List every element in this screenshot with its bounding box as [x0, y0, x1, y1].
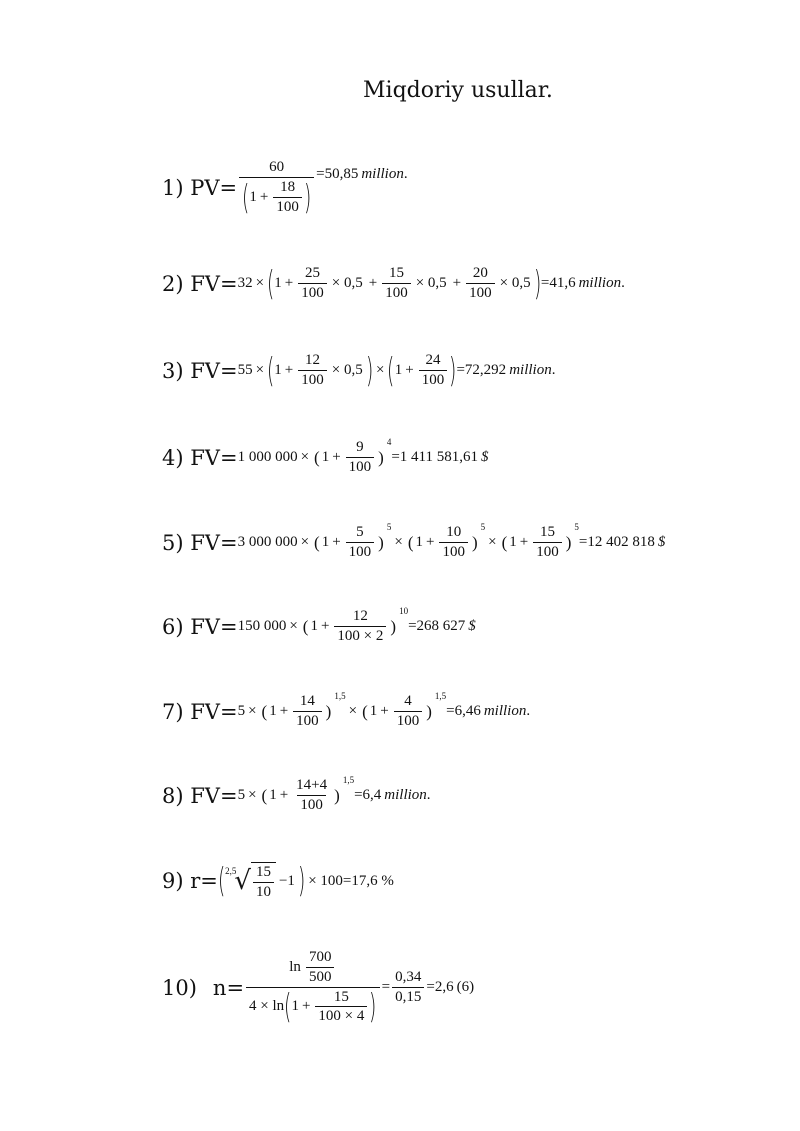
equation-5: 5) FV= 3 000 000 × ( 1 + $\frac{5}{100}$ ) 5 × ( 1 + $\frac{10}{100}$ ) 5 × ( 1 + $\frac{15}{100}$ ) 5 =12 402 818 $ — [162, 521, 666, 560]
equation-8: 8) FV= 5 × ( 1 + $\frac{14+4}{100}$ ) 1,5 =6,4 million . — [162, 774, 431, 813]
equation-9: 9) r= ( 2,5 √ $\frac{15}{10}$ −1 ) × 100=17,6 % — [162, 861, 394, 902]
root-symbol: 2,5 √ $\frac{15}{10}$ — [225, 862, 276, 901]
equation-4: 4) FV= 1 000 000 × ( 1 + $\frac{9}{100}$ ) 4 =1 411 581,61 $ — [162, 436, 489, 475]
equation-6: 6) FV= 150 000 × ( 1 + $\frac{12}{100 \times 2}$ ) 10 =268 627 $ — [162, 605, 476, 644]
equation-1: 1) PV= 60 ( 1 + $\frac{18}{100}$ ) =50,85 million . — [162, 159, 408, 218]
equation-1-fraction: 60 ( 1 + $\frac{18}{100}$ ) — [239, 160, 314, 215]
equation-7: 7) FV= 5 × ( 1 + $\frac{14}{100}$ ) 1,5 × ( 1 + $\frac{4}{100}$ ) 1,5 =6,46 million . — [162, 690, 531, 729]
equation-10-fraction: ln $\frac{700}{500}$ 4 × ln ( 1 + $\frac{15}{100 \times 4}$ ) — [246, 950, 380, 1025]
page-title: Miqdoriy usullar. — [363, 78, 553, 103]
equation-3: 3) FV= 55 × ( 1 + $\frac{12}{100}$ × 0,5 ) × ( 1 + $\frac{24}{100}$ ) =72,292 million . — [162, 350, 556, 391]
equation-10: 10) n= ln $\frac{700}{500}$ 4 × ln ( 1 + $\frac{15}{100 \times 4}$ ) = $\frac{0,34}{0,15}$ =2,6 ( 6 ) — [162, 949, 475, 1028]
equation-1-label: 1) PV= — [162, 175, 238, 200]
equation-2: 2) FV= 32 × ( 1 + $\frac{25}{100}$ × 0,5 + $\frac{15}{100}$ × 0,5 + $\frac{20}{100}$ × 0,5 ) =41,6 million . — [162, 263, 625, 304]
